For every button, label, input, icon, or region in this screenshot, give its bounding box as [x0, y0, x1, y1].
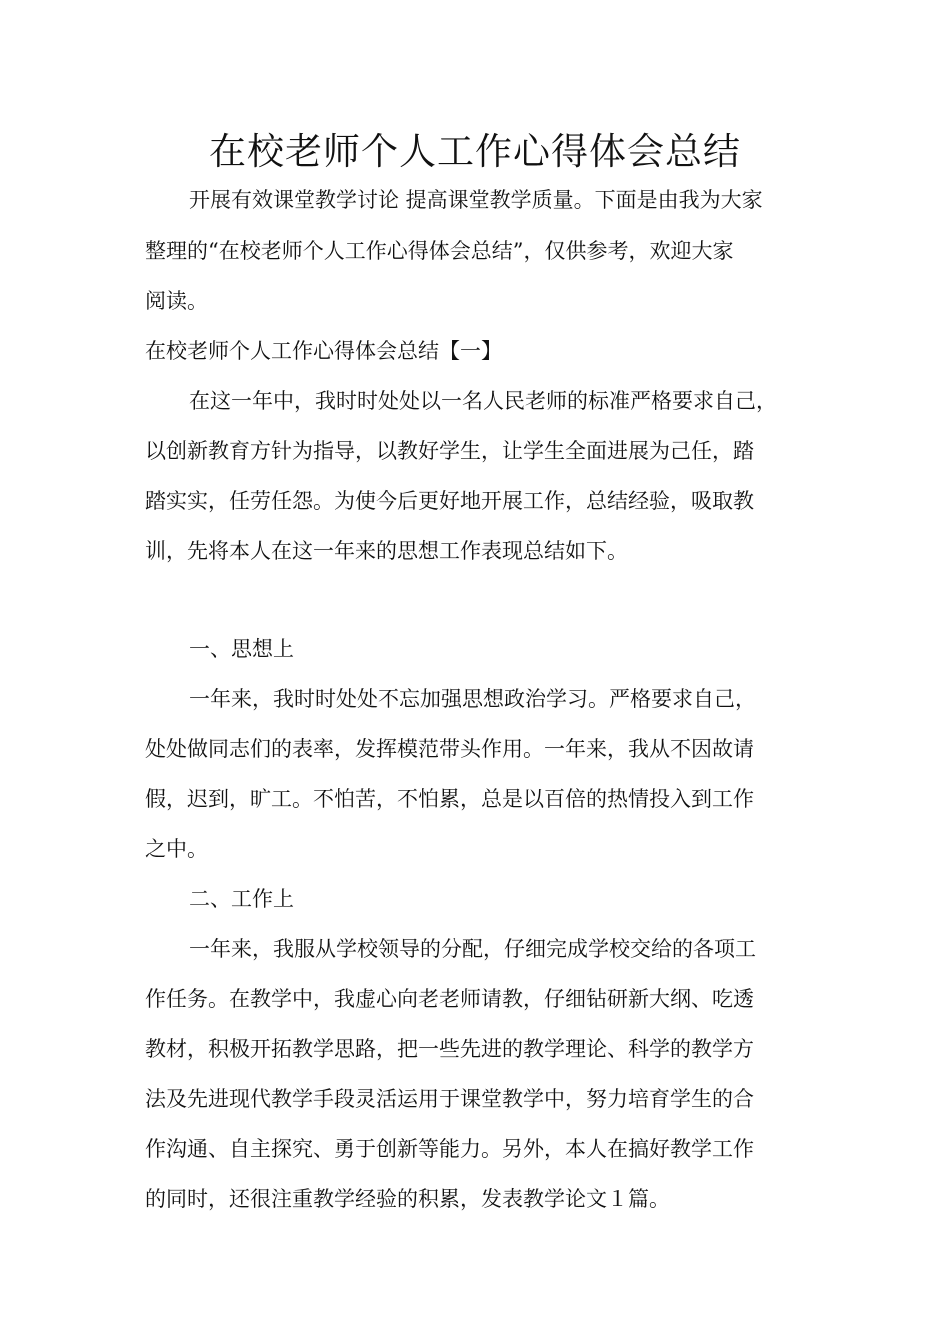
paragraph-3-line-2: 作任务。在教学中，我虚心向老老师请教，仔细钻研新大纲、吃透: [145, 987, 754, 1011]
paragraph-1-line-2: 以创新教育方针为指导，以教好学生，让学生全面进展为己任，踏: [145, 439, 754, 463]
intro-line-1: 开展有效课堂教学讨论 提高课堂教学质量。下面是由我为大家: [189, 188, 763, 212]
subheading-thought: 一、思想上: [189, 637, 294, 661]
paragraph-3-line-6: 的同时，还很注重教学经验的积累，发表教学论文１篇。: [145, 1187, 670, 1211]
intro-line-2: 整理的“在校老师个人工作心得体会总结”，仅供参考，欢迎大家: [145, 239, 734, 263]
paragraph-3-line-5: 作沟通、自主探究、勇于创新等能力。另外，本人在搞好教学工作: [145, 1137, 754, 1161]
paragraph-2-line-2: 处处做同志们的表率，发挥模范带头作用。一年来，我从不因故请: [145, 737, 754, 761]
paragraph-2-line-3: 假，迟到，旷工。不怕苦，不怕累，总是以百倍的热情投入到工作: [145, 787, 754, 811]
paragraph-2-line-4: 之中。: [145, 837, 208, 861]
paragraph-1-line-3: 踏实实，任劳任怨。为使今后更好地开展工作，总结经验，吸取教: [145, 489, 754, 513]
paragraph-1-line-4: 训，先将本人在这一年来的思想工作表现总结如下。: [145, 539, 628, 563]
paragraph-2-line-1: 一年来，我时时处处不忘加强思想政治学习。严格要求自己，: [189, 687, 756, 711]
intro-line-3: 阅读。: [145, 289, 208, 313]
paragraph-3-line-3: 教材，积极开拓教学思路，把一些先进的教学理论、科学的教学方: [145, 1037, 754, 1061]
subheading-work: 二、工作上: [189, 887, 294, 911]
paragraph-1-line-1: 在这一年中，我时时处处以一名人民老师的标准严格要求自己，: [189, 389, 777, 413]
section-heading-one: 在校老师个人工作心得体会总结【一】: [145, 339, 502, 363]
document-title: 在校老师个人工作心得体会总结: [209, 130, 741, 173]
paragraph-3-line-4: 法及先进现代教学手段灵活运用于课堂教学中，努力培育学生的合: [145, 1087, 754, 1111]
paragraph-3-line-1: 一年来，我服从学校领导的分配，仔细完成学校交给的各项工: [189, 937, 756, 961]
